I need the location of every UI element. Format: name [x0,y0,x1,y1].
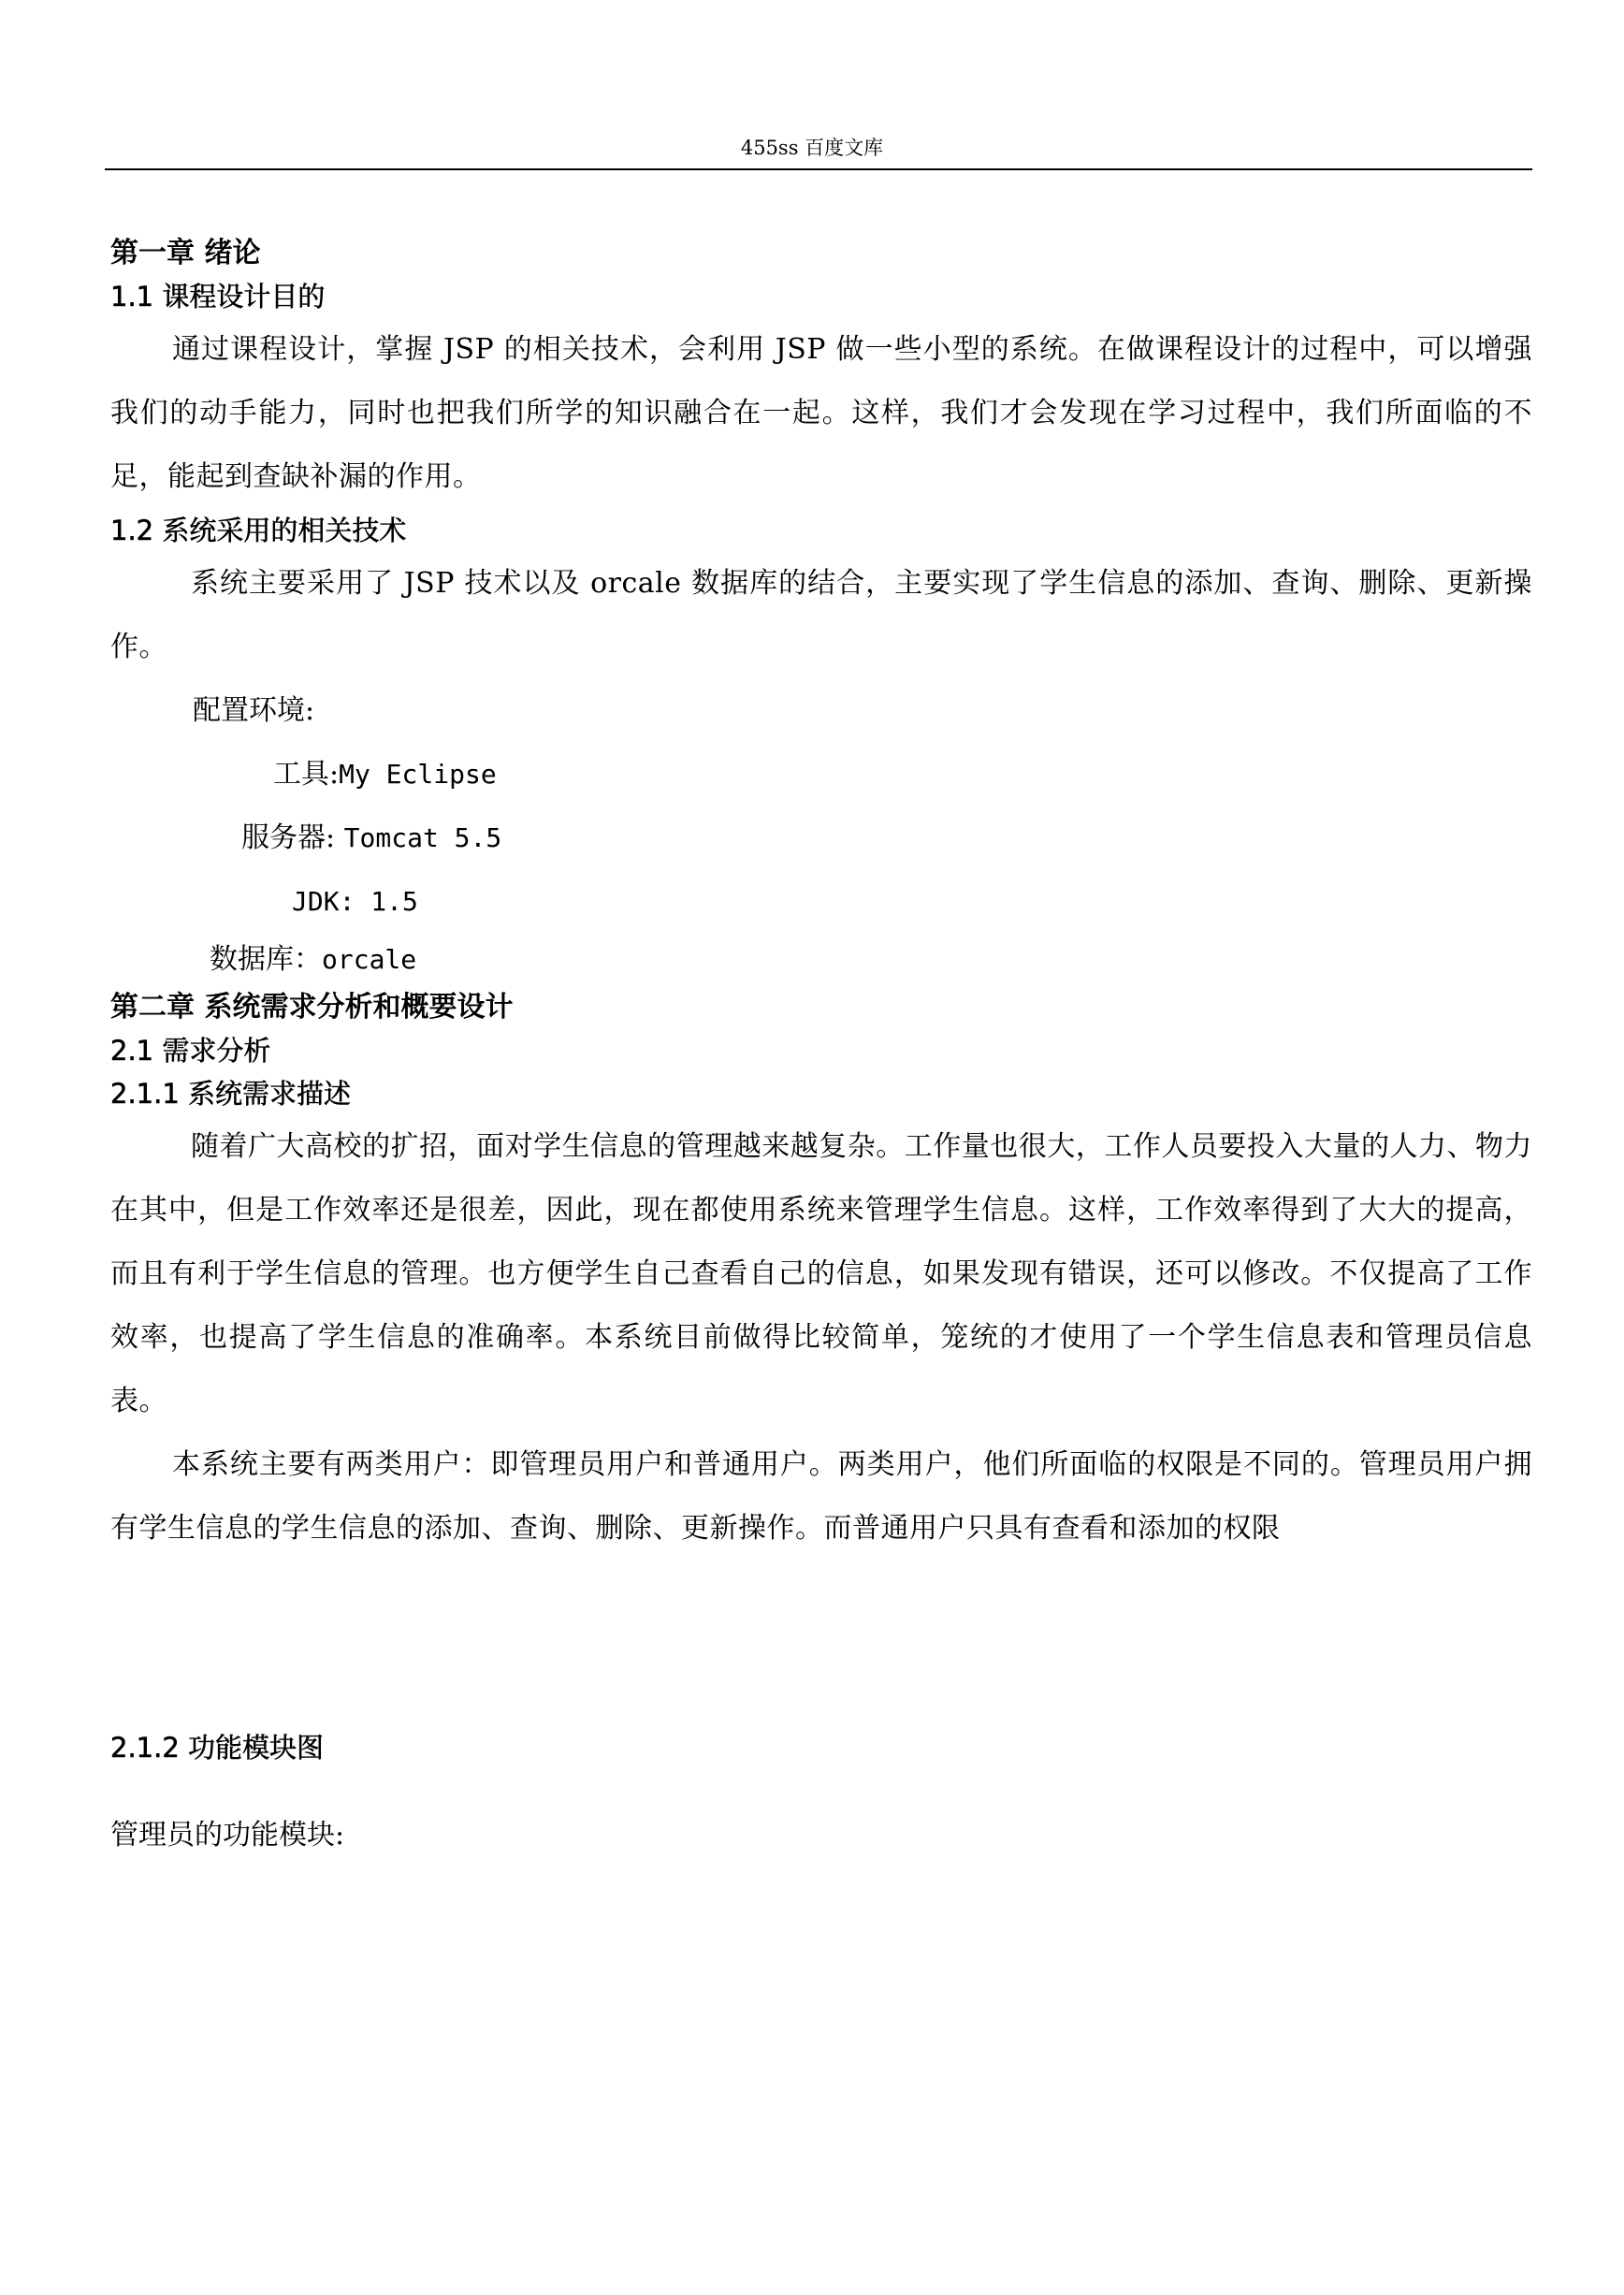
section-2-1-1-para-1: 随着广大高校的扩招，面对学生信息的管理越来越复杂。工作量也很大，工作人员要投入大量的人力、物力在其中，但是工作效率还是很差，因此，现在都使用系统来管理学生信息。这样，工作效率得到了大大的提高，而且有利于学生信息的管理。也方便学生自己查看自己的信息，如果发现有错误，还可以修改。不仅提高了工作效率，也提高了学生信息的准确率。本系统目前做得比较简单，笼统的才使用了一个学生信息表和管理员信息表。 [110,1130,1532,1417]
section-2-1-title: 2.1 需求分析 [110,1035,271,1067]
config-jdk-value: 1.5 [370,886,418,917]
section-1-1-text: 通过课程设计，掌握 JSP 的相关技术，会利用 JSP 做一些小型的系统。在做课程设计的过程中，可以增强我们的动手能力，同时也把我们所学的知识融合在一起。这样，我们才会发现在学习过程中，我们所面临的不足，能起到查缺补漏的作用。 [110,333,1532,493]
config-label: 配置环境: [193,694,315,727]
config-server [110,806,1532,870]
config-database [110,934,1532,986]
config-tool-value: My Eclipse [339,759,497,790]
config-database-label: 数据库： [210,943,322,976]
section-2-1-1-title: 2.1.1 系统需求描述 [110,1078,352,1110]
header-rule [105,168,1532,170]
blank-space [110,1561,1532,1720]
section-1-1-title: 1.1 课程设计目的 [110,281,326,312]
section-2-1-1-para-2: 本系统主要有两类用户：即管理员用户和普通用户。两类用户，他们所面临的权限是不同的。管理员用户拥有学生信息的学生信息的添加、查询、删除、更新操作。而普通用户只具有查看和添加的权限 [110,1448,1532,1545]
chapter-1-title: 第一章 绪论 [110,237,261,269]
document-body [110,232,1532,1867]
config-jdk [110,870,1532,934]
section-2-1-2-title: 2.1.2 功能模块图 [110,1732,325,1764]
config-tool-label: 工具: [273,758,340,791]
config-database-value: orcale [322,944,417,975]
config-server-value: Tomcat 5.5 [343,822,502,853]
config-server-label: 服务器: [241,821,344,854]
section-1-2-text: 系统主要采用了 JSP 技术以及 orcale 数据库的结合，主要实现了学生信息的添加、查询、删除、更新操作。 [110,567,1532,663]
page-header: 455ss 百度文库 [740,137,884,159]
chapter-2-title: 第二章 系统需求分析和概要设计 [110,991,514,1024]
admin-modules-label: 管理员的功能模块: [110,1819,345,1852]
config-jdk-label: JDK: [292,886,371,917]
config-tool [110,743,1532,806]
section-1-2-title: 1.2 系统采用的相关技术 [110,515,407,546]
